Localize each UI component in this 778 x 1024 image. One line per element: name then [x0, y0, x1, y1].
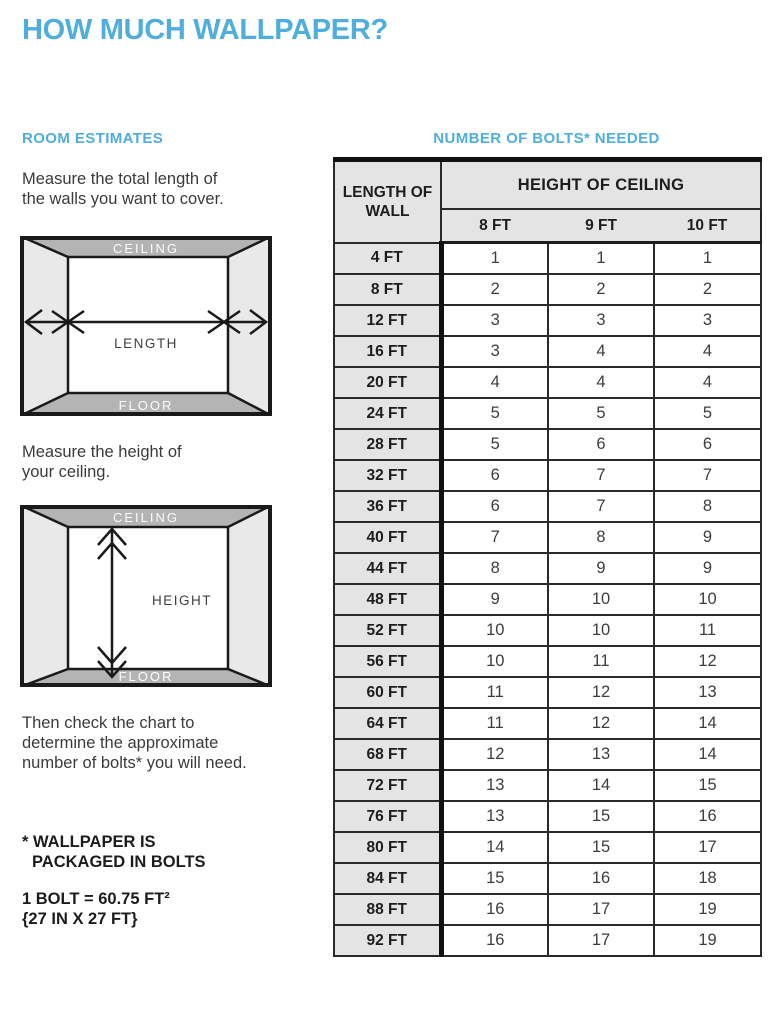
room-length-diagram — [20, 236, 272, 416]
bolts-value-cell: 11 — [441, 677, 548, 708]
col-header-10ft: 10 FT — [654, 209, 761, 243]
table-row — [334, 770, 761, 801]
bolts-value-cell: 4 — [654, 336, 761, 367]
wall-length-cell: 40 FT — [334, 522, 441, 553]
bolts-value-cell: 15 — [441, 863, 548, 894]
table-row — [334, 274, 761, 305]
wall-length-cell: 8 FT — [334, 274, 441, 305]
height-label: HEIGHT — [152, 593, 213, 608]
bolts-value-cell: 11 — [548, 646, 654, 677]
bolts-value-cell: 11 — [441, 708, 548, 739]
bolts-value-cell: 8 — [654, 491, 761, 522]
bolts-value-cell: 19 — [654, 925, 761, 956]
bolts-value-cell: 13 — [548, 739, 654, 770]
bolts-value-cell: 4 — [548, 336, 654, 367]
table-row — [334, 801, 761, 832]
table-row — [334, 429, 761, 460]
table-row — [334, 460, 761, 491]
bolts-value-cell: 3 — [441, 336, 548, 367]
bolts-value-cell: 15 — [548, 832, 654, 863]
wall-length-cell: 32 FT — [334, 460, 441, 491]
wall-length-cell: 92 FT — [334, 925, 441, 956]
bolts-value-cell: 1 — [548, 243, 654, 275]
table-row — [334, 336, 761, 367]
table-row — [334, 305, 761, 336]
bolts-value-cell: 10 — [441, 615, 548, 646]
bolts-value-cell: 10 — [654, 584, 761, 615]
col-header-8ft: 8 FT — [441, 209, 548, 243]
bolts-value-cell: 14 — [441, 832, 548, 863]
wall-length-cell: 36 FT — [334, 491, 441, 522]
bolts-value-cell: 5 — [441, 398, 548, 429]
table-row — [334, 243, 761, 275]
bolts-table — [333, 157, 762, 957]
wall-length-cell: 88 FT — [334, 894, 441, 925]
wall-length-cell: 48 FT — [334, 584, 441, 615]
room-estimates-heading: ROOM ESTIMATES — [22, 130, 164, 147]
bolts-value-cell: 2 — [654, 274, 761, 305]
footnote-bolt-size: 1 BOLT = 60.75 FT² {27 IN X 27 FT} — [22, 890, 170, 928]
left-wall — [20, 505, 68, 687]
bolts-value-cell: 6 — [548, 429, 654, 460]
bolts-value-cell: 14 — [654, 708, 761, 739]
bolts-value-cell: 11 — [654, 615, 761, 646]
wall-length-cell: 68 FT — [334, 739, 441, 770]
table-row — [334, 584, 761, 615]
length-of-wall-header: LENGTH OF WALL — [334, 160, 441, 243]
table-row — [334, 646, 761, 677]
bolts-value-cell: 9 — [654, 553, 761, 584]
bolts-value-cell: 16 — [441, 894, 548, 925]
bolts-value-cell: 2 — [548, 274, 654, 305]
wall-length-cell: 80 FT — [334, 832, 441, 863]
bolts-value-cell: 4 — [654, 367, 761, 398]
bolts-value-cell: 7 — [548, 491, 654, 522]
bolts-value-cell: 13 — [654, 677, 761, 708]
table-row — [334, 832, 761, 863]
length-label: LENGTH — [114, 336, 178, 351]
back-wall — [68, 257, 228, 393]
bolts-value-cell: 1 — [441, 243, 548, 275]
floor-label: FLOOR — [118, 669, 174, 684]
instruction-length: Measure the total length of the walls you want to cover. — [22, 170, 224, 208]
bolts-value-cell: 15 — [548, 801, 654, 832]
bolts-value-cell: 13 — [441, 770, 548, 801]
bolts-value-cell: 12 — [441, 739, 548, 770]
bolts-value-cell: 5 — [654, 398, 761, 429]
wall-length-cell: 84 FT — [334, 863, 441, 894]
bolts-value-cell: 10 — [548, 584, 654, 615]
bolts-value-cell: 19 — [654, 894, 761, 925]
wall-length-cell: 16 FT — [334, 336, 441, 367]
bolts-value-cell: 4 — [441, 367, 548, 398]
bolts-value-cell: 2 — [441, 274, 548, 305]
bolts-value-cell: 10 — [441, 646, 548, 677]
wall-length-cell: 56 FT — [334, 646, 441, 677]
right-wall — [228, 236, 272, 416]
room-height-diagram — [20, 505, 272, 687]
table-row — [334, 863, 761, 894]
table-row — [334, 553, 761, 584]
bolts-value-cell: 10 — [548, 615, 654, 646]
bolts-value-cell: 9 — [654, 522, 761, 553]
bolts-value-cell: 9 — [548, 553, 654, 584]
bolts-value-cell: 7 — [548, 460, 654, 491]
bolts-value-cell: 6 — [654, 429, 761, 460]
bolts-value-cell: 4 — [548, 367, 654, 398]
instruction-height: Measure the height of your ceiling. — [22, 443, 182, 481]
bolts-value-cell: 6 — [441, 460, 548, 491]
instruction-chart: Then check the chart to determine the approximate number of bolts* you will need. — [22, 714, 247, 772]
wall-length-cell: 72 FT — [334, 770, 441, 801]
table-row — [334, 677, 761, 708]
bolts-value-cell: 18 — [654, 863, 761, 894]
bolts-value-cell: 5 — [548, 398, 654, 429]
bolts-value-cell: 7 — [654, 460, 761, 491]
ceiling-label: CEILING — [112, 510, 180, 525]
bolts-value-cell: 3 — [654, 305, 761, 336]
wall-length-cell: 20 FT — [334, 367, 441, 398]
wall-length-cell: 52 FT — [334, 615, 441, 646]
height-of-ceiling-header: HEIGHT OF CEILING — [441, 160, 761, 210]
wall-length-cell: 64 FT — [334, 708, 441, 739]
table-header-row-1 — [334, 160, 761, 210]
table-row — [334, 398, 761, 429]
wall-length-cell: 60 FT — [334, 677, 441, 708]
bolts-value-cell: 16 — [654, 801, 761, 832]
wall-length-cell: 24 FT — [334, 398, 441, 429]
bolts-value-cell: 1 — [654, 243, 761, 275]
bolts-value-cell: 3 — [548, 305, 654, 336]
bolts-value-cell: 17 — [654, 832, 761, 863]
wall-length-cell: 76 FT — [334, 801, 441, 832]
bolts-value-cell: 16 — [441, 925, 548, 956]
table-row — [334, 615, 761, 646]
table-row — [334, 739, 761, 770]
bolts-value-cell: 14 — [654, 739, 761, 770]
table-row — [334, 522, 761, 553]
footnote-bolts-packaging: * WALLPAPER IS PACKAGED IN BOLTS — [22, 833, 206, 871]
bolts-value-cell: 5 — [441, 429, 548, 460]
wall-length-cell: 12 FT — [334, 305, 441, 336]
bolts-value-cell: 15 — [654, 770, 761, 801]
table-row — [334, 708, 761, 739]
bolts-value-cell: 14 — [548, 770, 654, 801]
bolts-needed-heading: NUMBER OF BOLTS* NEEDED — [433, 130, 660, 147]
floor-label: FLOOR — [118, 398, 174, 413]
wall-length-cell: 28 FT — [334, 429, 441, 460]
bolts-value-cell: 9 — [441, 584, 548, 615]
bolts-value-cell: 8 — [441, 553, 548, 584]
bolts-value-cell: 7 — [441, 522, 548, 553]
ceiling-label: CEILING — [112, 241, 180, 256]
bolts-value-cell: 6 — [441, 491, 548, 522]
bolts-value-cell: 16 — [548, 863, 654, 894]
wall-length-cell: 44 FT — [334, 553, 441, 584]
wall-length-cell: 4 FT — [334, 243, 441, 275]
bolts-value-cell: 13 — [441, 801, 548, 832]
bolts-value-cell: 3 — [441, 305, 548, 336]
table-row — [334, 367, 761, 398]
col-header-9ft: 9 FT — [548, 209, 654, 243]
bolts-value-cell: 12 — [548, 708, 654, 739]
right-wall — [228, 505, 272, 687]
table-row — [334, 894, 761, 925]
bolts-value-cell: 8 — [548, 522, 654, 553]
table-body — [334, 243, 761, 957]
table-row — [334, 925, 761, 956]
bolts-value-cell: 17 — [548, 925, 654, 956]
page-title: HOW MUCH WALLPAPER? — [22, 14, 388, 46]
bolts-value-cell: 12 — [654, 646, 761, 677]
table-row — [334, 491, 761, 522]
bolts-value-cell: 12 — [548, 677, 654, 708]
bolts-value-cell: 17 — [548, 894, 654, 925]
